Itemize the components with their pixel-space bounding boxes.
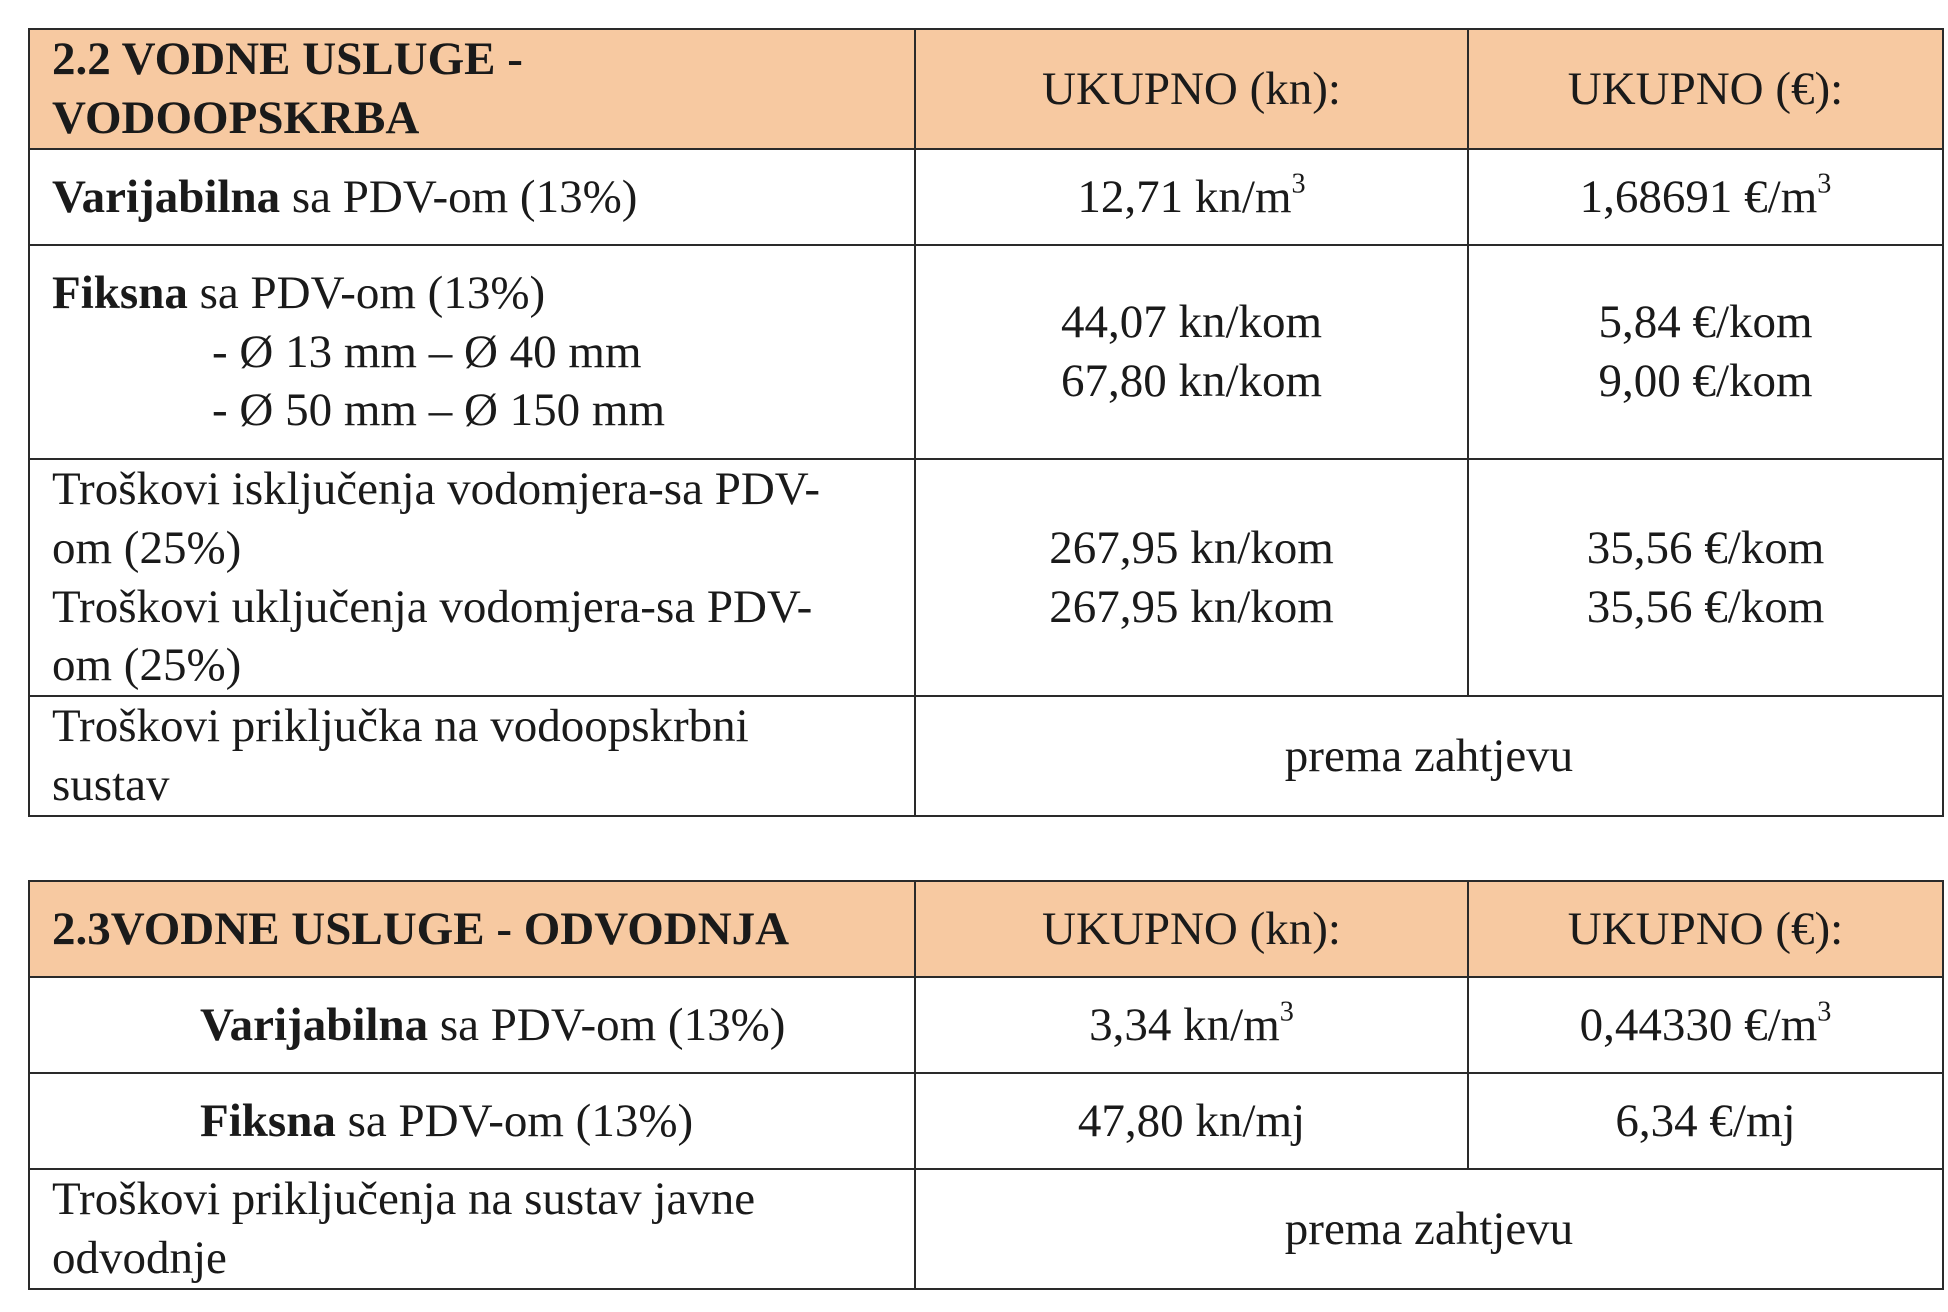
table-row [29, 1073, 1943, 1169]
table-row [29, 977, 1943, 1073]
value-kn [915, 149, 1468, 245]
label-rest: sa PDV-om (13%) [280, 170, 638, 223]
value-eur [1468, 977, 1943, 1073]
row-label [29, 245, 915, 459]
value-on-request: prema zahtjevu [915, 1169, 1943, 1289]
label-line: Troškovi isključenja vodomjera-sa PDV- [52, 463, 821, 515]
row-label [29, 977, 915, 1073]
diameter-range: - Ø 50 mm – Ø 150 mm [212, 384, 666, 437]
title-line: 2.2 VODNE USLUGE - [52, 33, 523, 86]
table-row [29, 459, 1943, 696]
column-header-kn: UKUPNO (kn): [915, 881, 1468, 977]
value-kn [915, 245, 1468, 459]
label-bold: Fiksna [52, 266, 188, 319]
label-line: sustav [52, 759, 170, 811]
table-header-row [29, 29, 1943, 149]
unit-superscript: 3 [1817, 167, 1832, 199]
table-title [29, 29, 915, 149]
label-line: om (25%) [52, 639, 242, 692]
label-bold: Varijabilna [52, 170, 281, 223]
column-header-kn: UKUPNO (kn): [915, 29, 1468, 149]
row-label [29, 459, 915, 696]
value-eur [1468, 149, 1943, 245]
value-text: 9,00 €/kom [1598, 355, 1813, 407]
table-row [29, 245, 1943, 459]
unit-superscript: 3 [1279, 995, 1294, 1027]
table-title: 2.3VODNE USLUGE - ODVODNJA [29, 881, 915, 977]
value-eur [1468, 245, 1943, 459]
label-rest: sa PDV-om (13%) [187, 266, 546, 319]
unit-superscript: 3 [1817, 995, 1832, 1027]
value-text: 5,84 €/kom [1598, 296, 1813, 349]
table-row [29, 1169, 1943, 1289]
value-text: 267,95 kn/kom [1049, 580, 1334, 633]
row-label [29, 1169, 915, 1289]
value-on-request: prema zahtjevu [915, 696, 1943, 816]
row-label [29, 696, 915, 816]
label-bold: Fiksna [200, 1094, 336, 1147]
value-text: 3,34 kn/m [1089, 998, 1280, 1051]
label-rest: sa PDV-om (13%) [428, 998, 786, 1051]
value-eur: 6,34 €/mj [1468, 1073, 1943, 1169]
diameter-range: - Ø 13 mm – Ø 40 mm [212, 325, 642, 378]
value-kn [915, 459, 1468, 696]
label-line: Troškovi uključenja vodomjera-sa PDV- [52, 580, 813, 633]
value-text: 267,95 kn/kom [1049, 521, 1334, 574]
column-header-eur: UKUPNO (€): [1468, 881, 1943, 977]
label-line: odvodnje [52, 1232, 227, 1284]
value-kn: 47,80 kn/mj [915, 1073, 1468, 1169]
table-row [29, 696, 1943, 816]
drainage-table [28, 880, 1944, 1290]
water-supply-table [28, 28, 1944, 817]
value-kn [915, 977, 1468, 1073]
title-line: VODOOPSKRBA [52, 92, 420, 144]
label-line: Troškovi priključka na vodoopskrbni [52, 700, 749, 753]
label-line: Troškovi priključenja na sustav javne [52, 1173, 756, 1226]
row-label [29, 1073, 915, 1169]
unit-superscript: 3 [1291, 167, 1306, 199]
value-text: 12,71 kn/m [1077, 170, 1292, 223]
value-text: 35,56 €/kom [1586, 580, 1825, 633]
value-text: 67,80 kn/kom [1060, 355, 1323, 407]
label-rest: sa PDV-om (13%) [335, 1094, 694, 1147]
value-text: 35,56 €/kom [1586, 521, 1825, 574]
value-text: 44,07 kn/kom [1060, 296, 1323, 349]
value-text: 1,68691 €/m [1579, 170, 1818, 223]
row-label [29, 149, 915, 245]
column-header-eur: UKUPNO (€): [1468, 29, 1943, 149]
value-text: 0,44330 €/m [1579, 998, 1818, 1051]
label-line: om (25%) [52, 521, 242, 574]
label-bold: Varijabilna [200, 998, 429, 1051]
value-eur [1468, 459, 1943, 696]
table-header-row [29, 881, 1943, 977]
table-row [29, 149, 1943, 245]
